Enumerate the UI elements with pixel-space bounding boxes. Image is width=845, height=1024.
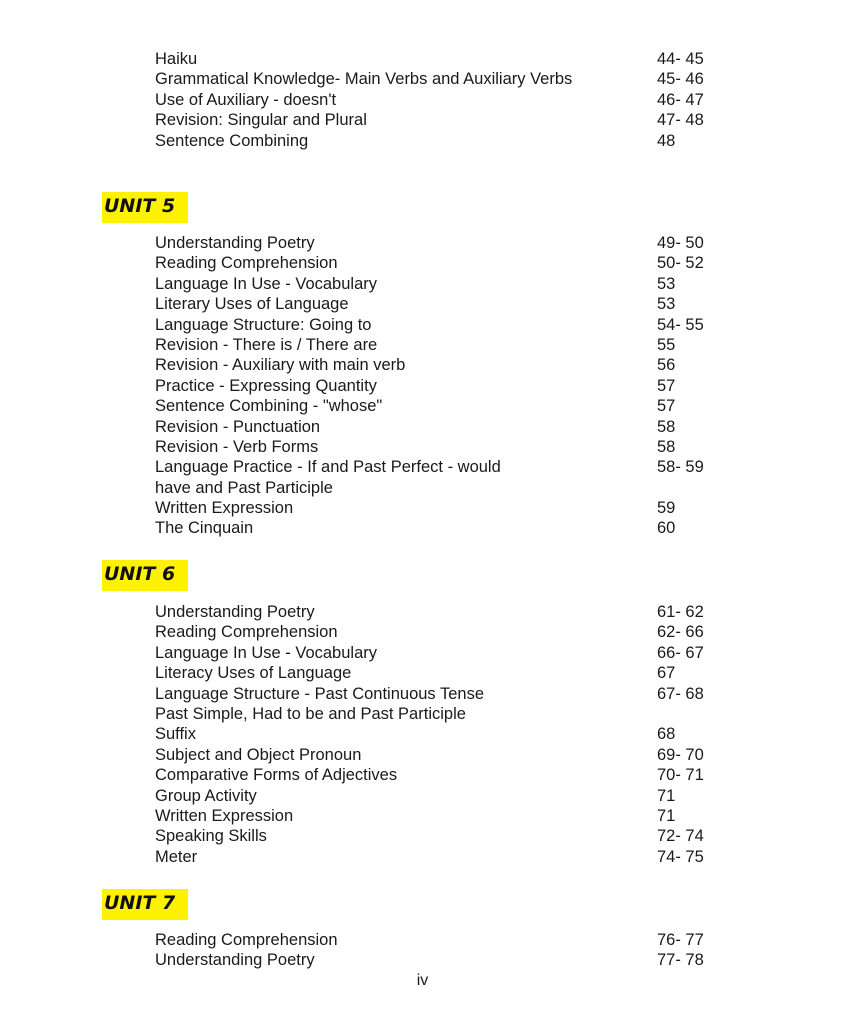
entry-pages: 71 (657, 786, 676, 805)
entry-pages: 72- 74 (657, 827, 704, 846)
entry-title: Meter (155, 847, 198, 866)
entry-title: Revision: Singular and Plural (155, 111, 367, 130)
entry-title: Use of Auxiliary - doesn't (155, 90, 337, 109)
entry-pages: 77- 78 (657, 951, 704, 970)
toc-section-unit-6 (155, 602, 755, 867)
unit-heading-text: UNIT 5 (104, 195, 176, 217)
toc-entry (155, 69, 755, 89)
entry-title: Language In Use - Vocabulary (155, 643, 377, 662)
entry-pages: 67 (657, 664, 676, 683)
entry-pages: 56 (657, 356, 676, 375)
toc-entry (155, 950, 755, 970)
entry-pages: 49- 50 (657, 234, 704, 252)
toc-entry (155, 335, 755, 355)
toc-entry (155, 847, 755, 867)
entry-pages: 53 (657, 274, 676, 293)
entry-pages: 58 (657, 437, 676, 456)
entry-pages: 57 (657, 376, 676, 395)
entry-pages: 57 (657, 397, 676, 416)
unit-heading-5 (102, 192, 188, 223)
entry-pages: 70- 71 (657, 766, 704, 785)
toc-entry (155, 294, 755, 314)
entry-pages: 67- 68 (657, 684, 704, 703)
toc-section-continued (155, 49, 755, 151)
toc-entry (155, 765, 755, 785)
entry-title: Group Activity (155, 786, 257, 805)
entry-title: Reading Comprehension (155, 254, 338, 273)
entry-title: Practice - Expressing Quantity (155, 376, 377, 395)
toc-entry (155, 786, 755, 806)
toc-entry (155, 376, 755, 396)
entry-title: Past Simple, Had to be and Past Participle (155, 704, 466, 723)
entry-pages: 46- 47 (657, 90, 704, 109)
entry-pages: 55 (657, 335, 676, 354)
entry-pages: 54- 55 (657, 315, 704, 334)
entry-pages: 45- 46 (657, 70, 704, 89)
entry-title: Haiku (155, 50, 198, 68)
toc-entry (155, 396, 755, 416)
entry-title: Understanding Poetry (155, 603, 315, 621)
entry-title: Suffix (155, 725, 196, 744)
entry-title: Comparative Forms of Adjectives (155, 766, 398, 785)
entry-title: Written Expression (155, 499, 294, 518)
toc-entry (155, 49, 755, 69)
entry-title: Language Structure - Past Continuous Tense (155, 684, 484, 703)
toc-entry (155, 684, 755, 704)
entry-title: Speaking Skills (155, 827, 267, 846)
entry-title: Revision - Verb Forms (155, 437, 319, 456)
entry-title: Grammatical Knowledge- Main Verbs and Auxiliary Verbs (155, 70, 573, 89)
entry-title: Reading Comprehension (155, 931, 338, 949)
entry-pages: 59 (657, 499, 676, 518)
toc-entry (155, 498, 755, 518)
entry-pages: 61- 62 (657, 603, 704, 621)
entry-title: Subject and Object Pronoun (155, 745, 362, 764)
entry-pages: 60 (657, 519, 676, 538)
toc-entry (155, 622, 755, 642)
toc-section-unit-5 (155, 233, 755, 539)
toc-entry (155, 478, 755, 498)
toc-section-unit-7 (155, 930, 755, 971)
toc-entry (155, 806, 755, 826)
toc-entry (155, 233, 755, 253)
toc-entry (155, 253, 755, 273)
toc-entry (155, 663, 755, 683)
entry-title: Literary Uses of Language (155, 295, 349, 314)
entry-pages: 66- 67 (657, 643, 704, 662)
toc-entry (155, 643, 755, 663)
entry-title: Language Structure: Going to (155, 315, 372, 334)
toc-entry (155, 518, 755, 538)
entry-title: Revision - There is / There are (155, 335, 378, 354)
entry-title: Sentence Combining - "whose" (155, 397, 383, 416)
entry-title: The Cinquain (155, 519, 254, 538)
toc-entry (155, 457, 755, 477)
entry-pages: 62- 66 (657, 623, 704, 642)
entry-pages: 68 (657, 725, 676, 744)
entry-title: Reading Comprehension (155, 623, 338, 642)
entry-pages: 48 (657, 131, 676, 150)
page-number: iv (416, 972, 429, 989)
toc-entry (155, 724, 755, 744)
entry-pages: 53 (657, 295, 676, 314)
entry-title: Sentence Combining (155, 131, 309, 150)
entry-title: Understanding Poetry (155, 234, 315, 252)
unit-heading-7 (102, 889, 188, 920)
toc-entry (155, 131, 755, 151)
entry-pages: 50- 52 (657, 254, 704, 273)
entry-pages: 69- 70 (657, 745, 704, 764)
entry-pages: 76- 77 (657, 931, 704, 949)
entry-title: Literacy Uses of Language (155, 664, 352, 683)
entry-title: Language In Use - Vocabulary (155, 274, 377, 293)
entry-pages: 47- 48 (657, 111, 704, 130)
toc-entry (155, 355, 755, 375)
entry-title: Written Expression (155, 806, 294, 825)
entry-title: Language Practice - If and Past Perfect - would (155, 458, 501, 477)
entry-pages: 74- 75 (657, 847, 704, 866)
toc-entry (155, 826, 755, 846)
entry-title: Revision - Punctuation (155, 417, 321, 436)
toc-entry (155, 602, 755, 622)
entry-title: have and Past Participle (155, 478, 333, 497)
toc-entry (155, 745, 755, 765)
toc-entry (155, 437, 755, 457)
entry-pages: 71 (657, 806, 676, 825)
toc-entry (155, 417, 755, 437)
entry-pages: 44- 45 (657, 50, 704, 68)
toc-entry (155, 315, 755, 335)
toc-entry (155, 90, 755, 110)
toc-entry (155, 110, 755, 130)
unit-heading-text: UNIT 6 (104, 563, 176, 585)
entry-pages: 58- 59 (657, 458, 704, 477)
toc-entry (155, 930, 755, 950)
toc-entry (155, 274, 755, 294)
entry-pages: 58 (657, 417, 676, 436)
unit-heading-text: UNIT 7 (104, 892, 176, 914)
entry-title: Revision - Auxiliary with main verb (155, 356, 406, 375)
toc-entry (155, 704, 755, 724)
unit-heading-6 (102, 560, 188, 591)
entry-title: Understanding Poetry (155, 951, 315, 970)
